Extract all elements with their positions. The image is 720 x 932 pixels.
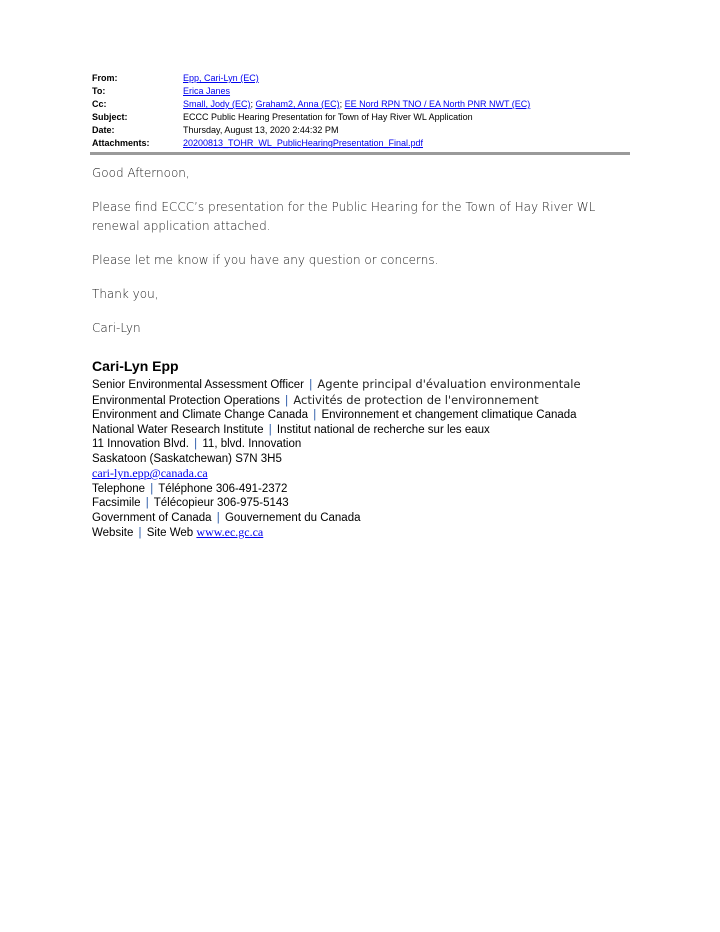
body-paragraph-2: Please let me know if you have any question or concerns.: [92, 253, 439, 267]
signature-department: [92, 393, 652, 409]
address-en: 11 Innovation Blvd.: [92, 438, 189, 450]
website-link[interactable]: www.ec.gc.ca: [196, 525, 264, 539]
signature-city: Saskatoon (Saskatchewan) S7N 3H5: [92, 452, 282, 465]
org-en: Environment and Climate Change Canada: [92, 409, 309, 421]
fax-fr: Télécopieur 306-975-5143: [153, 497, 289, 509]
address-fr: 11, blvd. Innovation: [202, 438, 302, 450]
body-paragraph-1: Please find ECCC’s presentation for the Public Hearing for the Town of Hay River WL renewal application attached.: [92, 200, 596, 233]
phone-fr: Téléphone 306-491-2372: [158, 482, 288, 495]
date-value: Thursday, August 13, 2020 2:44:32 PM: [183, 125, 339, 135]
email-header: [92, 72, 632, 150]
attachments-label: Attachments:: [92, 138, 150, 148]
cc-separator: ;: [250, 99, 256, 109]
dept-fr: Activités de protection de l'environnement: [293, 392, 539, 407]
attachments-row: [92, 137, 632, 150]
phone-en: Telephone: [92, 482, 146, 495]
signature-phone: [92, 482, 652, 497]
separator: |: [268, 423, 272, 436]
separator: |: [194, 438, 198, 450]
cc-label: Cc:: [92, 99, 107, 109]
separator: |: [309, 379, 313, 391]
separator: |: [285, 394, 289, 407]
separator: |: [138, 527, 142, 539]
attachment-link[interactable]: 20200813_TOHR_WL_PublicHearingPresentation_Final.pdf: [183, 138, 423, 148]
email-link[interactable]: cari-lyn.epp@canada.ca: [92, 466, 208, 480]
greeting: Good Afternoon,: [92, 166, 190, 180]
signature-address: [92, 437, 652, 452]
separator: |: [150, 482, 154, 495]
from-label: From:: [92, 73, 118, 83]
to-label: To:: [92, 86, 106, 96]
gov-en: Government of Canada: [92, 511, 212, 524]
cc-row: [92, 98, 632, 111]
signature-title: [92, 377, 652, 393]
subject-row: [92, 111, 632, 124]
org-fr: Environnement et changement climatique Canada: [321, 409, 577, 421]
from-row: [92, 72, 632, 85]
date-label: Date:: [92, 125, 115, 135]
signature-org: [92, 408, 652, 423]
title-fr: Agente principal d'évaluation environmentale: [317, 377, 581, 391]
cc-link-1[interactable]: Small, Jody (EC): [183, 99, 251, 109]
from-link[interactable]: Epp, Cari-Lyn (EC): [183, 73, 259, 83]
signature-government: [92, 511, 652, 526]
separator: |: [216, 511, 220, 524]
institute-fr: Institut national de recherche sur les eaux: [276, 423, 490, 436]
website-en: Website: [92, 527, 134, 539]
institute-en: National Water Research Institute: [92, 423, 264, 436]
separator: |: [313, 409, 317, 421]
signature-email-row: [92, 466, 652, 482]
header-divider: [90, 152, 630, 155]
dept-en: Environmental Protection Operations: [92, 394, 280, 407]
separator: |: [145, 497, 149, 509]
signature-website: [92, 525, 652, 541]
signature-institute: [92, 423, 652, 438]
to-link[interactable]: Erica Janes: [183, 86, 231, 96]
subject-value: ECCC Public Hearing Presentation for Town of Hay River WL Application: [183, 112, 473, 122]
closing: Thank you,: [92, 287, 159, 301]
subject-label: Subject:: [92, 112, 128, 122]
cc-separator: ;: [339, 99, 345, 109]
cc-link-2[interactable]: Graham2, Anna (EC): [255, 99, 340, 109]
website-fr: Site Web: [146, 527, 194, 539]
signature-block: [92, 358, 652, 541]
title-en: Senior Environmental Assessment Officer: [92, 379, 304, 391]
signoff: Cari-Lyn: [92, 321, 141, 335]
signature-fax: [92, 496, 652, 511]
email-body: [92, 164, 632, 353]
to-row: [92, 85, 632, 98]
fax-en: Facsimile: [92, 497, 141, 509]
gov-fr: Gouvernement du Canada: [224, 511, 361, 524]
date-row: [92, 124, 632, 137]
signature-name: Cari-Lyn Epp: [92, 358, 179, 374]
cc-link-3[interactable]: EE Nord RPN TNO / EA North PNR NWT (EC): [344, 99, 531, 109]
